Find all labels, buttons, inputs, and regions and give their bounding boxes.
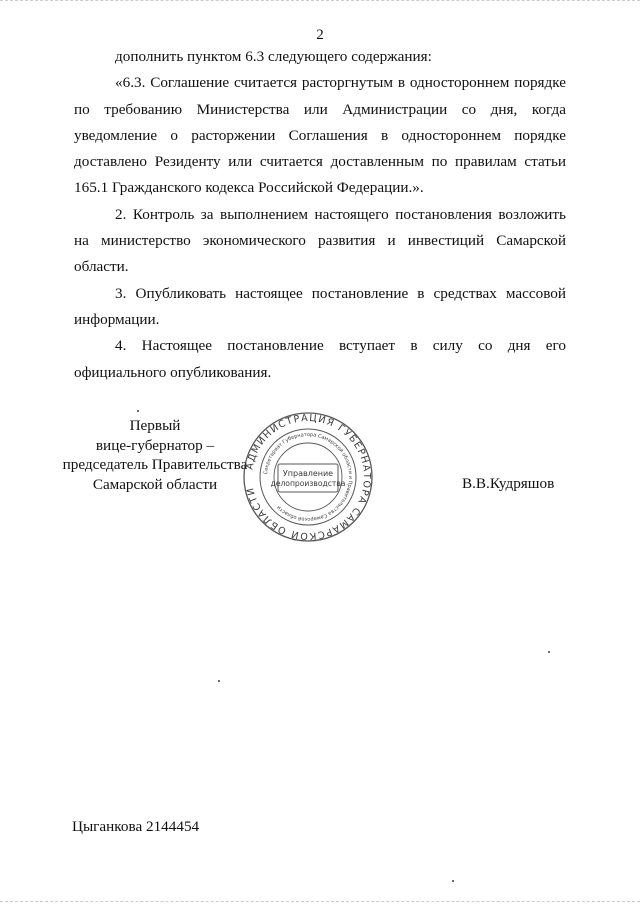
stamp-outer-text: АДМИНИСТРАЦИЯ ГУБЕРНАТОРА САМАРСКОЙ ОБЛАСТИ: [244, 412, 373, 542]
stamp-center-line-1: Управление: [282, 469, 334, 478]
item-3-paragraph: 3. Опубликовать настоящее постановление в средствах массовой информации.: [74, 284, 566, 328]
scan-speck: [548, 651, 550, 653]
item-2-paragraph: 2. Контроль за выполнением настоящего постановления возложить на министерство экономического развития и инвестиций Самарской области.: [74, 205, 566, 276]
stamp-inner-text: Секретариат Губернатора Самарской области и Правительства Самарской области: [263, 431, 354, 523]
bottom-edge-line: [0, 901, 640, 903]
signatory-title-line: Первый: [129, 417, 181, 434]
stamp-center-line-2: делопроизводства: [270, 479, 346, 488]
signatory-title-line: Самарской области: [92, 475, 218, 493]
scan-speck: [137, 410, 139, 412]
page-number: 2: [316, 27, 324, 43]
quoted-clause-paragraph: «6.3. Соглашение считается расторгнутым в одностороннем порядке по требованию Министерства или Администрации со дня, когда уведомление о расторжении Соглашения в одностороннем порядке доставлено Резиденту или считается доставленным по правилам статьи 165.1 Гражданского кодекса Российской Федерации.».: [74, 74, 566, 197]
document-body: [74, 44, 566, 386]
official-seal-stamp: [242, 411, 374, 543]
scan-speck: [218, 680, 220, 682]
scan-speck: [452, 880, 454, 882]
signatory-title-line: председатель Правительства: [62, 456, 248, 473]
top-edge-line: [0, 0, 640, 2]
signatory-name: В.В.Кудряшов: [462, 475, 555, 492]
signatory-title: [40, 416, 270, 494]
lead-paragraph: дополнить пунктом 6.3 следующего содержания:: [115, 48, 432, 65]
item-4-paragraph: 4. Настоящее постановление вступает в силу со дня его официального опубликования.: [74, 337, 566, 381]
signatory-title-line: вице-губернатор –: [95, 436, 215, 454]
executor-contact: Цыганкова 2144454: [72, 818, 200, 835]
